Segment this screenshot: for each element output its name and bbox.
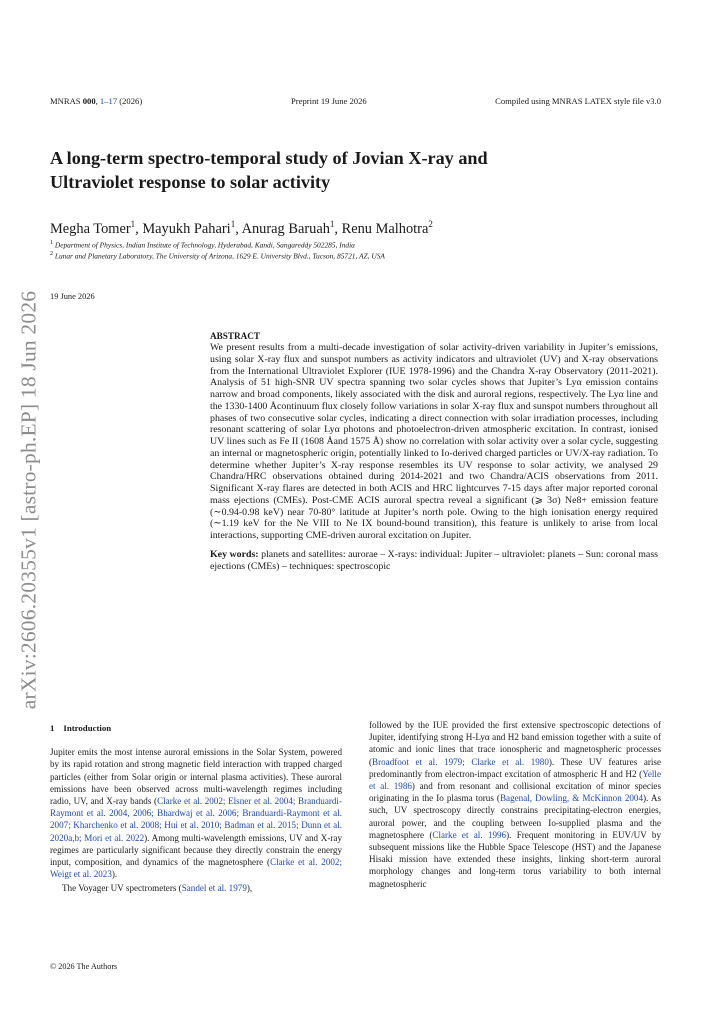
keywords-text: planets and satellites: aurorae – X-rays: individual: Jupiter – ultraviolet: planets – Sun: coronal mass ejections (CMEs) – techniques: spectroscopic	[210, 548, 658, 572]
section-title: Introduction	[63, 723, 112, 733]
citation-link[interactable]: Broadfoot et al. 1979; Clarke et al. 1980	[372, 756, 549, 767]
affiliation-text: Department of Physics, Indian Institute of Technology, Hyderabad, Kandi, Sangareddy 502285, India	[54, 240, 355, 250]
author-name: Mayukh Pahari	[142, 220, 231, 237]
abstract-block	[210, 331, 658, 572]
journal-reference: MNRAS 000, 1–17 (2026)	[50, 96, 143, 106]
affiliation-text: Lunar and Planetary Laboratory, The University of Arizona, 1629 E. University Blvd., Tucson, 85721, AZ, USA	[54, 251, 385, 261]
citation-link[interactable]: Clarke et al. 2002; Weigt et al. 2023	[50, 857, 342, 880]
affiliation	[50, 240, 355, 249]
paragraph-text: ).	[111, 869, 118, 880]
author-affiliation-mark: 1	[130, 219, 136, 229]
author-list: Megha Tomer$^1$, Mayukh Pahari$^1$, Anurag Baruah$^1$, Renu Malhotra$^2$	[50, 219, 433, 237]
paper-title-line: Ultraviolet response to solar activity	[50, 172, 331, 192]
paper-title-line: A long-term spectro-temporal study of Jovian X-ray and	[50, 148, 488, 168]
author-name: Renu Malhotra	[341, 220, 429, 237]
paragraph-text: The Voyager UV spectrometers (	[62, 883, 182, 894]
author-affiliation-mark: 2	[428, 219, 433, 229]
arxiv-stamp-text: arXiv:2606.20355v1 [astro-ph.EP] 18 Jun 2026	[16, 290, 41, 710]
journal-year: (2026)	[119, 96, 143, 106]
paragraph-text: Jupiter emits the most intense auroral emissions in the Solar System, powered by its rapid rotation and strong magnetic field interaction with trapped charged particles (either from Solar origin or internal plasma activities). These auroral emissions have been observed across multi-wavelength regimes including radio, UV, and X-ray bands (	[50, 747, 342, 807]
paragraph-text: ). Among multi-wavelength emissions, UV and X-ray regimes are particularly significant because they directly constrain the energy input, composition, and dynamics of the magnetosphere (	[50, 832, 342, 868]
left-column	[50, 722, 342, 895]
affiliation-number: 1	[50, 240, 53, 246]
submission-date: 19 June 2026	[50, 292, 95, 301]
citation-link[interactable]: Clarke et al. 2002; Elsner et al. 2004; Branduardi-Raymont et al. 2004, 2006; Bhardwaj et al. 2006; Branduardi-Raymont et al. 2007; Kharchenko et al. 2008; Hui et al. 2010; Badman et al. 2015; Dunn et al. 2020a,b; Mori et al. 2022	[50, 796, 342, 843]
citation-link[interactable]: Sandel et al. 1979	[181, 883, 247, 894]
paper-title	[50, 146, 650, 194]
paragraph-text: ). As such, UV spectroscopy directly constrains precipitating-electron energies, auroral power, and the coupling between Io-supplied plasma and the magnetosphere (	[369, 793, 661, 840]
section-number: 1	[50, 723, 55, 733]
paragraph	[50, 746, 342, 880]
paragraph-text: ) and from resonant and collisional excitation of minor species originating in the Io plasma torus (	[369, 781, 661, 804]
citation-link[interactable]: Clarke et al. 1996	[432, 829, 507, 840]
copyright-notice: © 2026 The Authors	[50, 962, 118, 971]
abstract-heading: ABSTRACT	[210, 331, 261, 341]
paragraph-text: ). These UV features arise predominantly from electron-impact excitation of atmospheric H and H2 (	[369, 756, 661, 779]
affiliation-number: 2	[50, 251, 53, 257]
keywords	[210, 549, 658, 573]
author-affiliation-mark: 1	[230, 219, 236, 229]
compiled-note: Compiled using MNRAS LATEX style file v3.0	[495, 96, 661, 106]
abstract-text: We present results from a multi-decade investigation of solar activity-driven variability in Jupiter’s emissions, using solar X-ray flux and sunspot numbers as activity indicators and ultraviolet (UV) and X-ray observations from the International Ultraviolet Explorer (IUE 1978-1996) and the Chandra X-ray Observatory (2011-2021). Analysis of 51 high-SNR UV spectra spanning two solar cycles shows that Jupiter’s Lyα emission contains narrow and broad components, likely associated with the disk and auroral regions, respectively. The Lyα line and the 1330-1400 Åcontinuum flux closely follow variations in solar X-ray flux and sunspot numbers throughout all phases of two consecutive solar cycles, indicating a direct connection with solar irradiation processes, including resonant scattering of solar Lyα photons and photoelectron-driven atmospheric excitation. In contrast, ionised UV lines such as Fe II (1608 Åand 1575 Å) show no correlation with solar activity over a solar cycle, suggesting an internal or magnetospheric origin, potentially linked to Io-derived charged particles or UV/X-ray radiation. To determine whether Jupiter’s X-ray response resembles its UV response to solar activity, we analysed 29 Chandra/HRC observations obtained during 2014-2021 and two Chandra/ACIS observations from 2011. Significant X-ray flares are detected in both ACIS and HRC lightcurves 7-15 days after major reported coronal mass ejections (CMEs). Post-CME ACIS auroral spectra reveal a significant (⩾ 3σ) Ne8+ emission feature (∼0.94-0.98 keV) near 70-80° latitude at Jupiter’s north pole. Owing to the high ionisation energy required (∼1.19 keV for the Ne VIII to Ne IX bound-bound transition), this feature is unlikely to arise from local interactions, supporting CME-driven auroral excitation on Jupiter.	[210, 342, 658, 541]
author-name: Anurag Baruah	[241, 220, 330, 237]
keywords-label: Key words:	[210, 548, 259, 560]
arxiv-identifier-stamp[interactable]	[4, 250, 54, 750]
citation-link[interactable]: Yelle et al. 1986	[369, 768, 661, 792]
preprint-date: Preprint 19 June 2026	[291, 96, 367, 106]
paragraph-text: ),	[246, 883, 253, 894]
author-affiliation-mark: 1	[329, 219, 335, 229]
paragraph	[369, 719, 661, 890]
section-heading	[50, 722, 342, 734]
author-name: Megha Tomer	[50, 220, 131, 237]
journal-name: MNRAS	[50, 96, 81, 106]
paragraph-text: followed by the IUE provided the first extensive spectroscopic detections of Jupiter, identifying strong H-Lyα and H2 band emission together with a suite of atomic and ionic lines that trace ionospheric and magnetospheric processes (	[369, 720, 661, 767]
paragraph-text: ). Frequent monitoring in EUV/UV by subsequent missions like the Hubble Space Telescope (HST) and the Japanese Hisaki mission have extended these insights, linking short-term auroral morphology changes and long-term torus variability to both internal magnetospheric	[369, 829, 661, 889]
right-column	[369, 719, 661, 890]
paragraph	[50, 882, 342, 894]
citation-link[interactable]: Bagenal, Dowling, & McKinnon 2004	[499, 793, 644, 804]
affiliation	[50, 251, 385, 260]
journal-volume: 000	[82, 96, 96, 106]
page-range-link[interactable]: 1–17	[99, 96, 118, 106]
